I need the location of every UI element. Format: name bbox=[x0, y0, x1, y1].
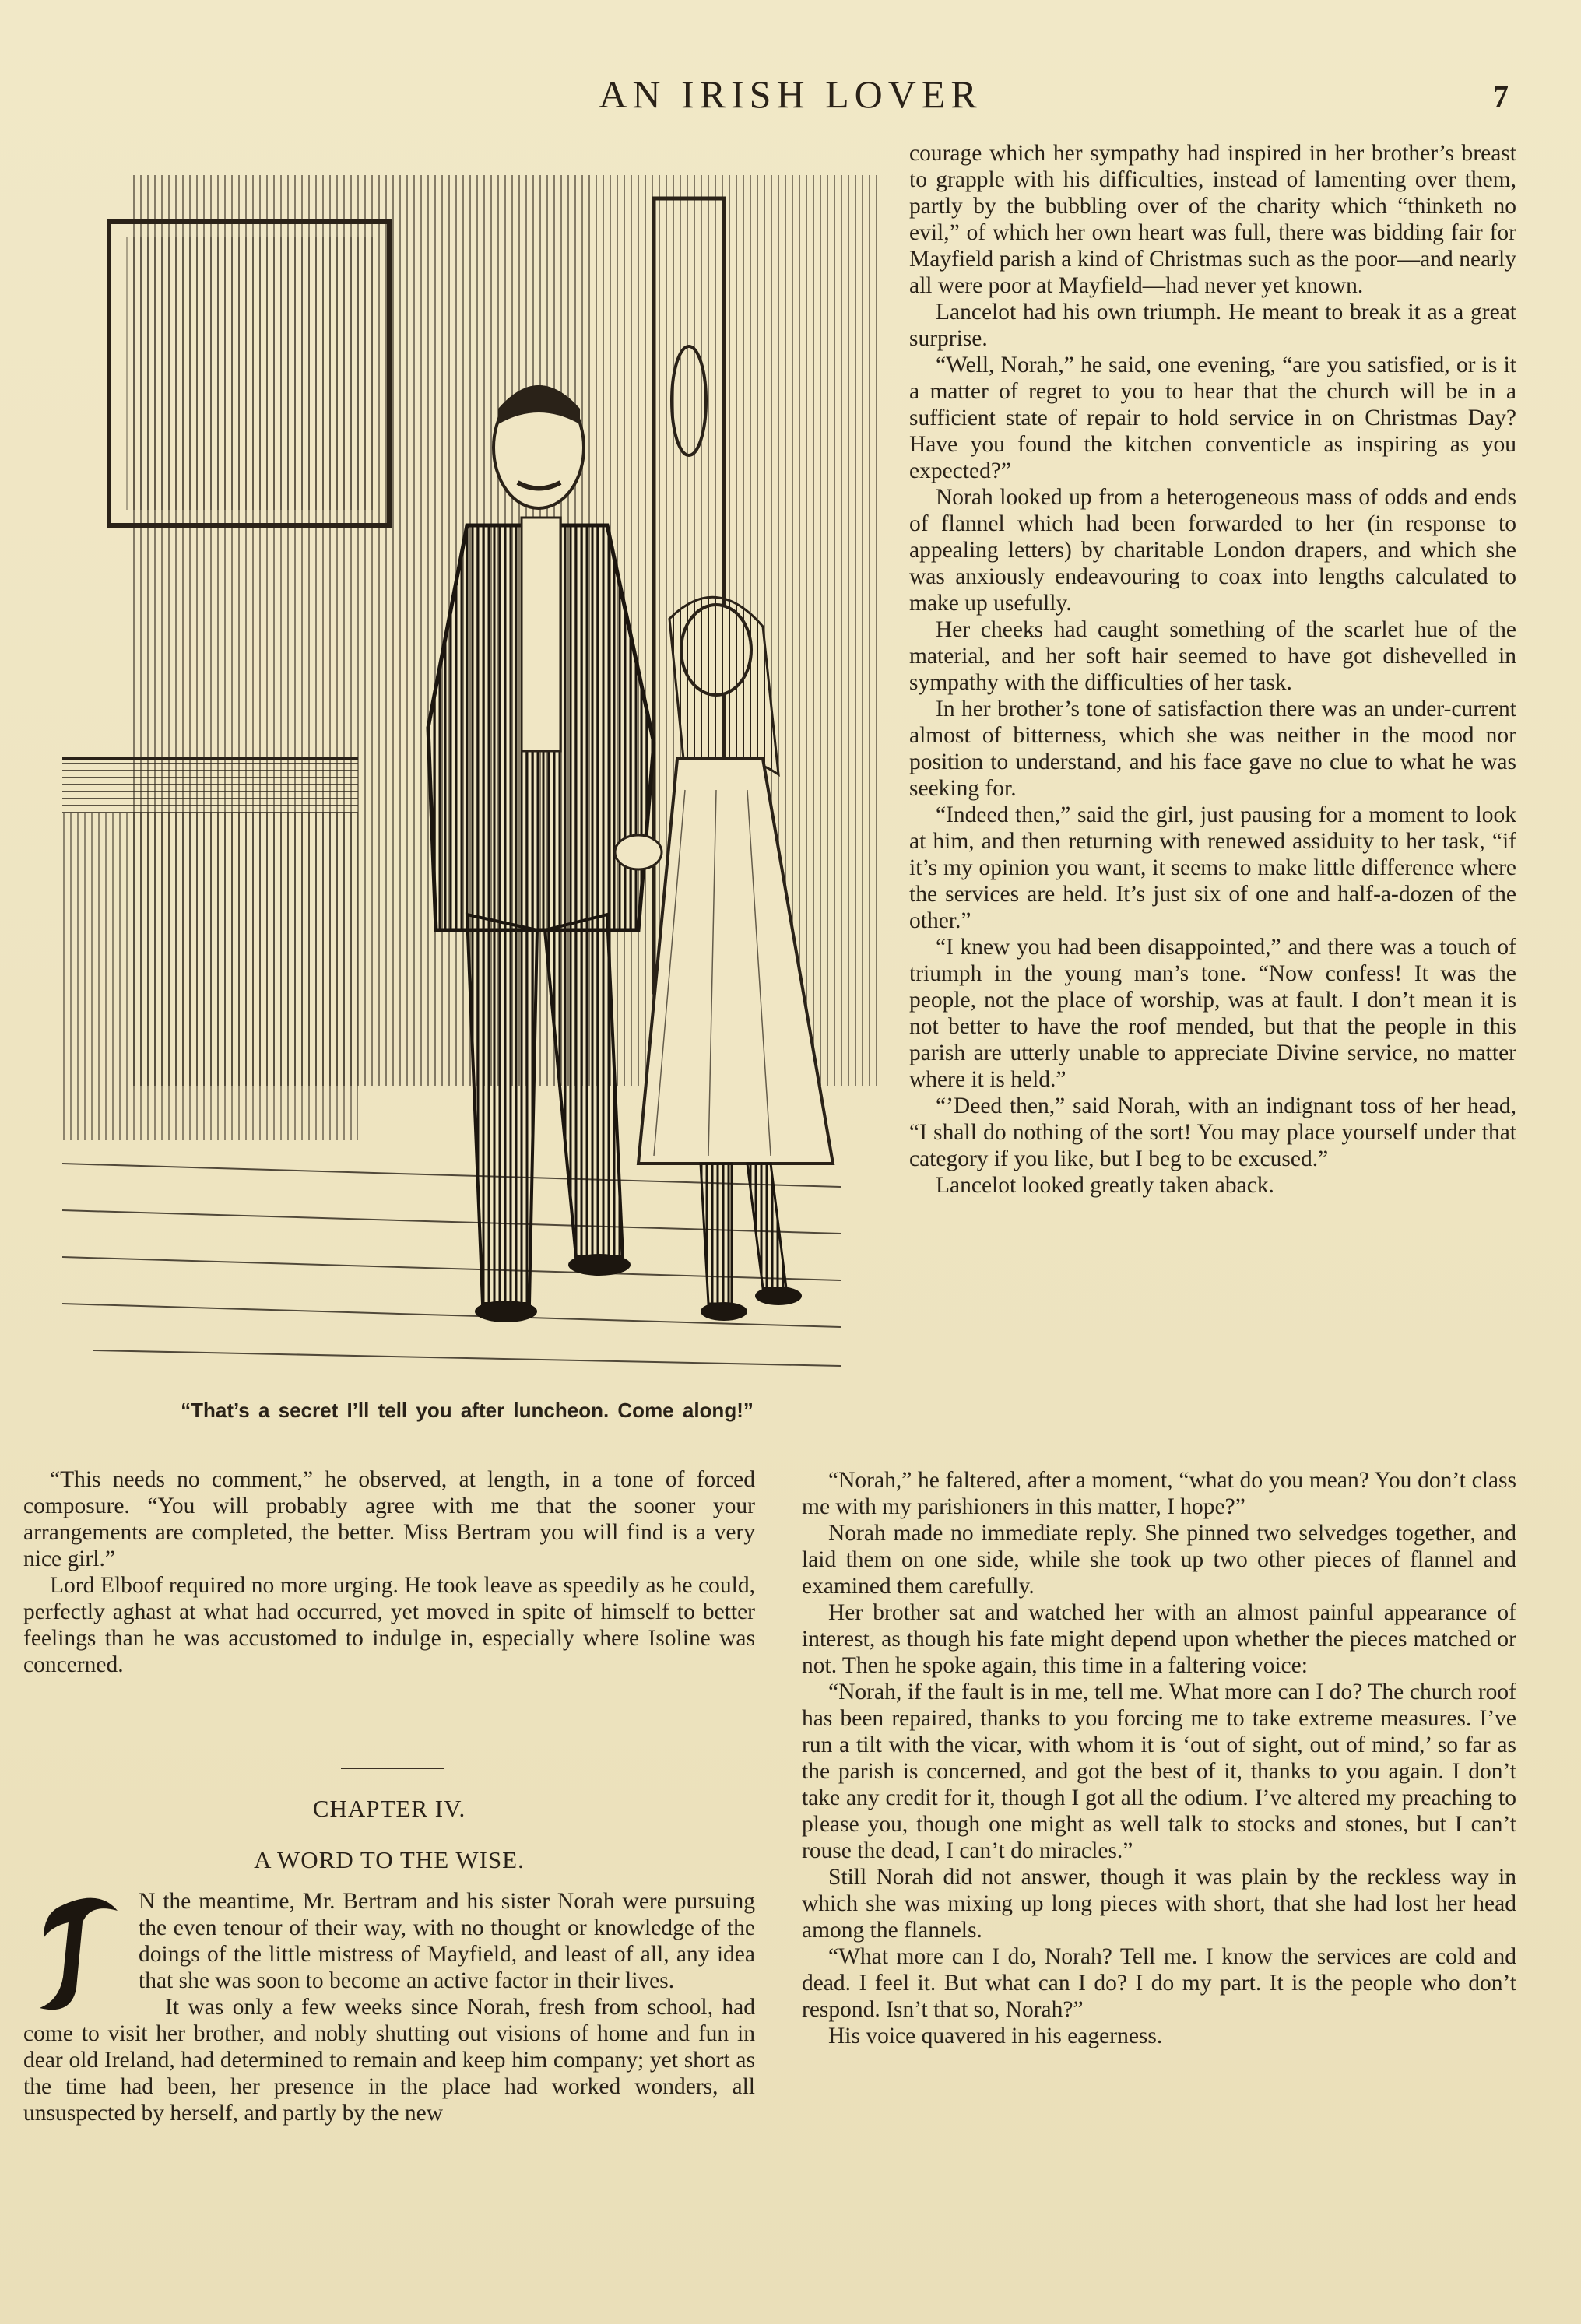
section-divider bbox=[341, 1768, 444, 1769]
paragraph: Norah made no immediate reply. She pinned two selvedges together, and laid them on one side, while she took up two other pieces of flannel and examined them carefully. bbox=[802, 1521, 1516, 1599]
paragraph: “I knew you had been disappointed,” and there was a touch of triumph in the young man’s tone. “Now confess! It was the people, not the place of worship, was at fault. I don’t mean it is not better to have the roof mended, but that the people in this parish are utterly unable to appreciate Divine service, no matter where it is held.” bbox=[909, 935, 1516, 1092]
chapter-body bbox=[23, 1888, 755, 2126]
paragraph: “’Deed then,” said Norah, with an indignant toss of her head, “I shall do nothing of the sort! You may place yourself under that category if you like, but I beg to be excused.” bbox=[909, 1094, 1516, 1171]
drop-cap-letter-icon bbox=[28, 1891, 129, 2016]
paragraph: Still Norah did not answer, though it was plain by the reckless way in which she was mixing up long pieces with short, that she had lost her head among the flannels. bbox=[802, 1865, 1516, 1943]
chapter-title: A WORD TO THE WISE. bbox=[254, 1846, 525, 1873]
paragraph: Norah looked up from a heterogeneous mass of odds and ends of flannel which had been forwarded to her (in response to appealing letters) by charitable London drapers, and which she was anxiously endeavouring to coax into lengths calculated to make up usefully. bbox=[909, 485, 1516, 616]
paragraph: “Norah,” he faltered, after a moment, “what do you mean? You don’t class me with my parishioners in this matter, I hope?” bbox=[802, 1468, 1516, 1519]
right-column-lower bbox=[802, 1467, 1516, 2049]
page-number: 7 bbox=[1493, 79, 1509, 114]
paragraph: Her cheeks had caught something of the scarlet hue of the material, and her soft hair seemed to have got dishevelled in sympathy with the difficulties of her task. bbox=[909, 617, 1516, 695]
paragraph: “Well, Norah,” he said, one evening, “are you satisfied, or is it a matter of regret to you to hear that the church will be in a sufficient state of repair to hold service in on Christmas Day? Have you found the kitchen conventicle as inspiring as you expected?” bbox=[909, 353, 1516, 483]
right-column-upper bbox=[909, 140, 1516, 1199]
chapter-number: CHAPTER IV. bbox=[312, 1795, 466, 1822]
paragraph: Her brother sat and watched her with an almost painful appearance of interest, as though his fate might depend upon whether the pieces matched or not. Then he spoke again, this time in a faltering voice: bbox=[802, 1600, 1516, 1678]
paragraph: “This needs no comment,” he observed, at length, in a tone of forced composure. “You will probably agree with me that the sooner your arrangements are completed, the better. Miss Bertram you will find is a very nice girl.” bbox=[23, 1467, 755, 1571]
drop-cap bbox=[28, 1891, 129, 2016]
paragraph: It was only a few weeks since Norah, fresh from school, had come to visit her brother, and nobly shutting out visions of home and fun in dear old Ireland, had determined to remain and keep him company; yet short as the time had been, her presence in the place had worked wonders, all unsuspected by herself, and partly by the new bbox=[23, 1995, 755, 2126]
paragraph: Lancelot looked greatly taken aback. bbox=[936, 1173, 1274, 1198]
paragraph: “Indeed then,” said the girl, just pausing for a moment to look at him, and then returning with renewed assiduity to her task, “if it’s my opinion you want, it seems to make little difference where the services are held. It’s just six of one and half-a-dozen of the other.” bbox=[909, 802, 1516, 933]
paragraph: In her brother’s tone of satisfaction there was an under-current almost of bitterness, which she was neither in the mood nor position to understand, and his face gave no clue to what he was seeking for. bbox=[909, 697, 1516, 801]
paragraph: Lancelot had his own triumph. He meant to break it as a great surprise. bbox=[909, 300, 1516, 351]
engraving-man-and-girl-icon bbox=[62, 152, 887, 1397]
paragraph bbox=[23, 1888, 755, 1994]
paragraph: His voice quavered in his eagerness. bbox=[828, 2024, 1163, 2048]
paragraph-text: N the meantime, Mr. Bertram and his sister Norah were pursuing the even tenour of their way, with no thought or knowledge of the doings of the little mistress of Mayfield, and least of all, any idea that she was soon to become an active factor in their lives. bbox=[139, 1889, 755, 1993]
paragraph: courage which her sympathy had inspired in her brother’s breast to grapple with his difficulties, instead of lamenting over them, partly by the bubbling over of the charity which “thinketh no evil,” of which her own heart was full, there was bidding fair for Mayfield parish a kind of Christmas such as the poor—and nearly all were poor at Mayfield—had never yet known. bbox=[909, 141, 1516, 298]
paragraph: “What more can I do, Norah? Tell me. I know the services are cold and dead. I feel it. But what can I do? I do my part. It is the people who don’t respond. Isn’t that so, Norah?” bbox=[802, 1944, 1516, 2022]
running-title: AN IRISH LOVER bbox=[599, 72, 982, 116]
left-column bbox=[23, 1466, 755, 1678]
paragraph: “Norah, if the fault is in me, tell me. What more can I do? The church roof has been repaired, thanks to you forcing me to take extreme measures. I’ve run a tilt with the vicar, with whom it is ‘out of sight, out of mind,’ so far as the parish is concerned, and got the best of it, thanks to you again. I don’t take any credit for it, though I got all the odium. I’ve altered my preaching to please you, though one might as well talk to stocks and stones, but I can’t rouse the dead, I can’t do miracles.” bbox=[802, 1680, 1516, 1863]
illustration-caption: “That’s a secret I’ll tell you after luncheon. Come along!” bbox=[181, 1399, 754, 1422]
paragraph: Lord Elboof required no more urging. He took leave as speedily as he could, perfectly aghast at what had occurred, yet moved in spite of himself to better feelings than he was accustomed to indulge in, especially where Isoline was concerned. bbox=[23, 1573, 755, 1677]
